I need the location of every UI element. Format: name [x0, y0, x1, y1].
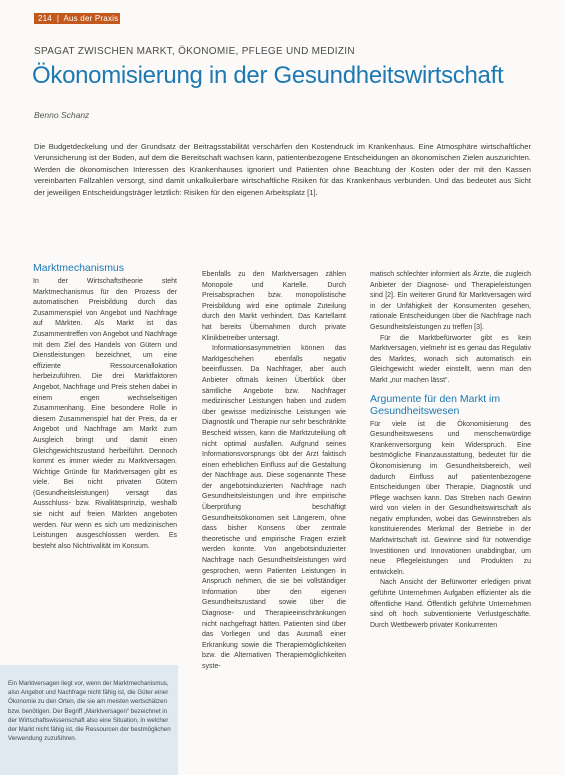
col2-paragraph-2: Informationsasymmetrien können das Marktgeschehen ebenfalls negativ beeinflussen. Da Nachfrager, aber auch Anbieter oftmals keinen Überblick über sämtliche Angebote bzw. Nachfrager medizinischer Leistungen haben und zudem über gewisse medizinische Leistungen wie Diagnostik und Therapie nur sehr beschränkte Bescheid wissen, kann die Marktzuteilung oft nicht optimal ausfallen. Aufgrund seines Informationsvorsprungs übt der Arzt faktisch einen erheblichen Einfluss auf die Gestaltung der Nachfrage aus. Diese sogenannte These der angebotsinduzierten Nachfrage nach Gesundheitsleistungen und ihre empirische Überprüfung beschäftigt Gesundheitsökonomen seit Längerem, ohne dass bisher Konsens über zentrale theoretische und empirische Fragen erzielt werden konnte. Von angebotsinduzierter Nachfrage nach Gesundheitsleistungen wird gesprochen, wenn Patienten Leistungen in Anspruch nehmen, die sie bei vollständiger Information über den eigenen Gesundheitszustand sowie über die Diagnose- und Therapieeinschränkungen nicht nachgefragt hätten. Patienten sind über das Vorliegen und das Ausmaß einer Erkrankung sowie die Therapiemöglichkeiten bzw. die Alternativen Therapiemöglichkeiten syste- [202, 345, 346, 670]
definition-sidebar [0, 665, 178, 775]
article-title: Ökonomisierung in der Gesundheitswirtschaft [32, 62, 504, 89]
sidebar-text: Ein Marktversagen liegt vor, wenn der Marktmechanismus, also Angebot und Nachfrage nicht fähig ist, die Güter einer Ökonomie zu den Orten, die sie am meisten wertschätzen bzw. benötigen. Der Begriff „Marktversagen“ bezeichnet in der Wirtschaftswissenschaft also eine Situation, in welcher der Markt nicht fähig ist, die Ressourcen der bestmöglichen Verwendung zuzuführen. [8, 680, 171, 743]
col2-paragraph-1: Ebenfalls zu den Marktversagen zählen Monopole und Kartelle. Durch Preisabsprachen bzw. monopolistische Preisbildung wird eine optimale Zuteilung durch den Markt verhindert. Das Kartellamt hat bereits Übernahmen durch private Klinikbetreiber untersagt. [202, 271, 346, 342]
col1-paragraph-1: In der Wirtschaftstheorie steht Marktmechanismus für den Prozess der automatischen Preisbildung durch das Zusammenspiel von Angebot und Nachfrage auf Märkten. Als Markt ist das Zusammentreffen von Angebot und Nachfrage mit dem Ziel des Handels von Gütern und Dienstleistungen bezeichnet, um eine effiziente Ressourcenallokation herbeizuführen. Die drei Marktfaktoren Angebot, Nachfrage und Preis stehen dabei in einem engen wechselseitigen Zusammenhang. Eine besondere Rolle in diesem Zusammenspiel hat der Preis, da er Angebot und Nachfrage am Markt zum Ausgleich bringt und damit einen Gleichgewichtszustand herbeiführt. Dennoch kommt es immer wieder zu Marktversagen. Wichtige Gründe für Marktversagen gibt es viele. Bei nicht privaten Gütern (Gesundheitsleistungen) versagt das Ausschluss- bzw. Rivalitätsprinzip, weshalb sie nicht auf freien Märkten angeboten werden. Nur wenn es sich um medizinischen Leistungen ausgeschlossen werden. Es besteht also Nichtrivalität im Konsum. [33, 278, 177, 550]
article-author: Benno Schanz [34, 110, 90, 120]
column-2 [202, 270, 346, 673]
heading-marktmechanismus: Marktmechanismus [33, 262, 125, 274]
col3-paragraph-2: Für die Marktbefürworter gibt es kein Marktversagen, vielmehr ist es genau das Regulativ des Marktes, wonach sich automatisch ein Gleichgewicht wieder einstellt, wenn man den Markt „nur machen lässt“. [370, 334, 531, 384]
section-label: Aus der Praxis [63, 14, 119, 23]
col3-paragraph-1: matisch schlechter informiert als Ärzte, die zugleich Anbieter der Diagnose- und Therapieleistungen sind [2]. Ein weiterer Grund für Marktversagen wird in der Unfähigkeit der Konsumenten gesehen, rationale Entscheidungen über die Nachfrage nach Gesundheitsleistungen zu treffen [3]. [370, 271, 531, 331]
col3-paragraph-4: Nach Ansicht der Befürworter erledigen privat geführte Unternehmen Aufgaben effizienter als die öffentliche Hand. Öffentlich geführte Unternehmen sind oft hoch subventionierte Verlustgeschäfte. Durch Wettbewerb privater Konkurrenten [370, 579, 531, 629]
column-3 [370, 270, 531, 631]
article-intro: Die Budgetdeckelung und der Grundsatz der Beitragsstabilität verschärfen den Kostendruck im Krankenhaus. Eine Atmosphäre wirtschaftlicher Verunsicherung ist der Boden, auf dem die Bereitschaft wachsen kann, patientenbezogene Entscheidungen an ökonomischen Zielen auszurichten. Werden die ökonomischen Interessen des Krankenhauses ignoriert und Patienten ohne Beachtung der Kosten oder der mit den Kassen vereinbarten Fallzahlen versorgt, sind damit unkalkulierbare wirtschaftliche Risiken für das Krankenhaus verbunden. Und das bedeutet aus Sicht der jeweiligen Entscheidungsträger letztlich: Risiken für den eigenen Arbeitsplatz [1]. [34, 142, 531, 197]
section-header-bar: 214 | Aus der Praxis [34, 13, 120, 24]
article-kicker: SPAGAT ZWISCHEN MARKT, ÖKONOMIE, PFLEGE UND MEDIZIN [34, 46, 355, 57]
column-1 [33, 262, 177, 552]
col3-paragraph-3: Für viele ist die Ökonomisierung des Gesundheitswesens und menschenwürdige Krankenversorgung kein Widerspruch. Eine bestmögliche Finanzausstattung, bedeutet für die Ökonomisierung im Gesundheitsbereich, weil dadurch Einfluss auf patientenbezogene Entscheidungen über Therapie, Diagnostik und Pflege wachsen kann. Das Streben nach Gewinn wird von vielen in der Gesundheitswirtschaft als negativ empfunden, wobei das Gewinnstreben als konstituierendes Merkmal der Betriebe in der Marktwirtschaft ist. Gewinne sind für notwendige Investitionen und Innovationen unabdingbar, um neue Pflegeleistungen und Produkten zu entwickeln. [370, 420, 531, 576]
heading-argumente: Argumente für den Markt im Gesundheitswesen [370, 392, 501, 417]
page-number: 214 [38, 14, 52, 23]
